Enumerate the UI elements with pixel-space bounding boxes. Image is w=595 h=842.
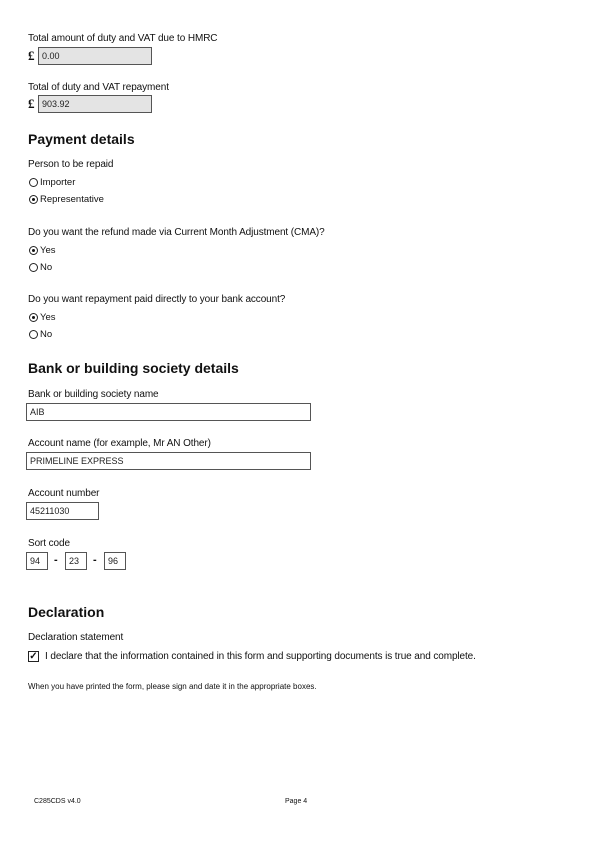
radio-label: Representative — [40, 194, 104, 205]
payment-details-heading: Payment details — [28, 131, 135, 147]
account-number-label: Account number — [28, 488, 100, 499]
radio-circle[interactable] — [29, 330, 38, 339]
radio-bank-no[interactable] — [29, 329, 52, 340]
radio-cma-no[interactable] — [29, 262, 52, 273]
account-name-label: Account name (for example, Mr AN Other) — [28, 438, 211, 449]
person-repaid-label: Person to be repaid — [28, 159, 114, 170]
currency-symbol: £ — [28, 96, 35, 111]
sort-code-part-3[interactable]: 96 — [104, 552, 126, 570]
repayment-total-field[interactable]: 903.92 — [38, 95, 152, 113]
radio-circle[interactable] — [29, 178, 38, 187]
radio-label: No — [40, 329, 53, 340]
declaration-checkbox[interactable]: ✓ — [29, 651, 38, 662]
sort-code-separator: - — [54, 554, 58, 566]
duty-vat-due-field[interactable]: 0.00 — [38, 47, 152, 65]
radio-circle-selected[interactable] — [29, 195, 38, 204]
repayment-total-label: Total of duty and VAT repayment — [28, 82, 169, 93]
declaration-statement-text: I declare that the information contained in this form and supporting documents is true and complete. — [45, 651, 476, 662]
account-name-field[interactable]: PRIMELINE EXPRESS — [26, 452, 311, 470]
bank-details-heading: Bank or building society details — [28, 360, 239, 376]
sort-code-separator: - — [93, 554, 97, 566]
radio-label: Yes — [40, 312, 56, 323]
radio-circle[interactable] — [29, 263, 38, 272]
account-number-field[interactable]: 45211030 — [26, 502, 99, 520]
footer-page-number: Page 4 — [285, 798, 308, 805]
radio-label: Importer — [40, 177, 76, 188]
footer-form-code: C285CDS v4.0 — [34, 798, 81, 805]
radio-cma-yes[interactable] — [29, 245, 56, 256]
declaration-statement-label: Declaration statement — [28, 632, 124, 643]
sort-code-part-1[interactable]: 94 — [26, 552, 48, 570]
radio-circle-selected[interactable] — [29, 313, 38, 322]
bank-name-field[interactable]: AIB — [26, 403, 311, 421]
duty-vat-due-label: Total amount of duty and VAT due to HMRC — [28, 33, 218, 44]
sort-code-part-2[interactable]: 23 — [65, 552, 87, 570]
radio-bank-yes[interactable] — [29, 312, 56, 323]
radio-representative[interactable] — [29, 194, 104, 205]
declaration-heading: Declaration — [28, 604, 105, 620]
print-sign-note: When you have printed the form, please sign and date it in the appropriate boxes. — [28, 682, 317, 691]
radio-label: No — [40, 262, 53, 273]
currency-symbol: £ — [28, 48, 35, 63]
cma-question: Do you want the refund made via Current Month Adjustment (CMA)? — [28, 227, 325, 238]
radio-circle-selected[interactable] — [29, 246, 38, 255]
radio-importer[interactable] — [29, 177, 75, 188]
bank-name-label: Bank or building society name — [28, 389, 159, 400]
sort-code-label: Sort code — [28, 538, 70, 549]
radio-label: Yes — [40, 245, 56, 256]
bank-payment-question: Do you want repayment paid directly to your bank account? — [28, 294, 286, 305]
